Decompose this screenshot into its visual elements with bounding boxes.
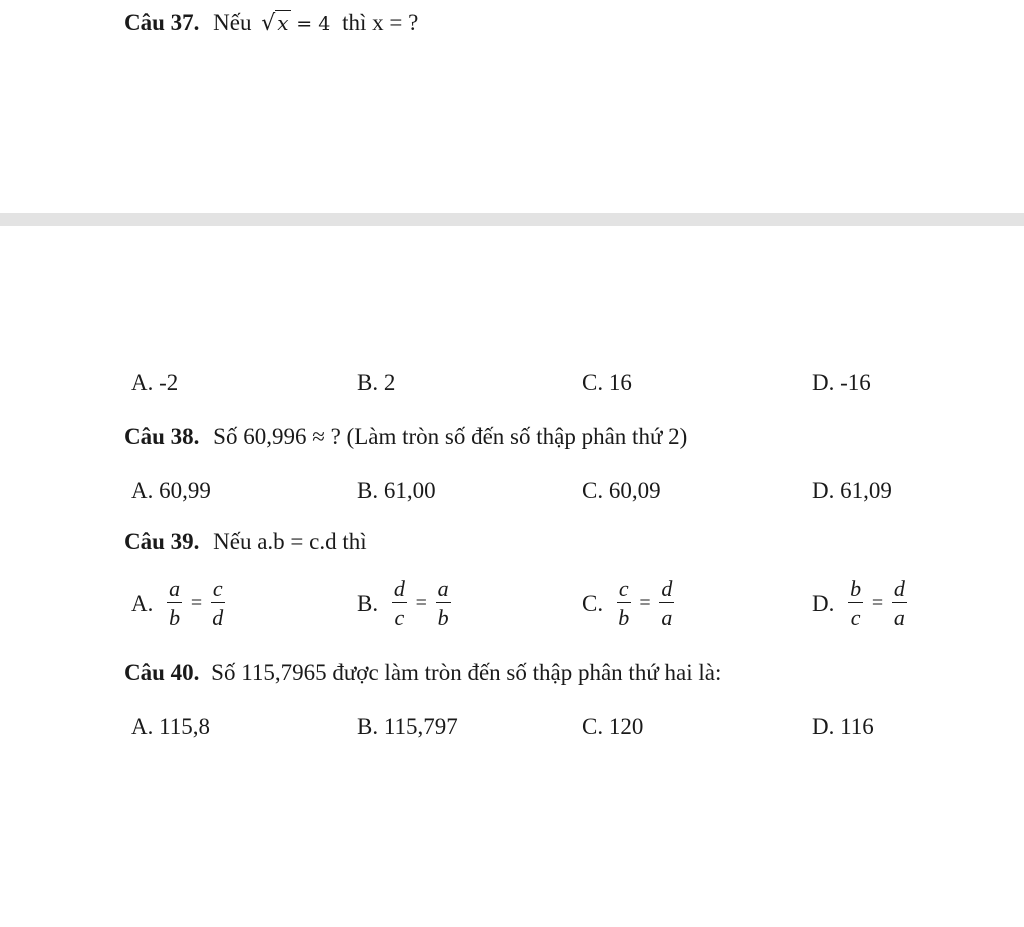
denominator: d [212,605,224,630]
question-39-text [124,529,367,555]
fraction-right [436,578,451,629]
question-number: Câu 40. [124,660,200,685]
page-divider [0,213,1024,226]
denominator: b [618,605,630,630]
fraction-right [211,578,225,629]
fraction-right [659,578,674,629]
denominator: c [850,605,861,630]
numerator: c [212,576,223,601]
question-37-suffix: thì x = ? [342,10,419,35]
question-40-text [124,660,721,686]
option-a[interactable]: A. 60,99 [131,478,211,503]
option-d[interactable]: D. 61,09 [812,478,892,503]
numerator: a [437,576,449,601]
numerator: a [169,576,181,601]
option-b[interactable]: B. 2 [357,370,396,395]
fraction-left [617,578,631,629]
question-38-text [124,424,687,450]
question-37-prefix: Nếu [213,10,252,35]
question-37-text [124,10,418,36]
fraction-left [848,578,863,629]
numerator: c [618,576,629,601]
option-a[interactable]: A. -2 [131,370,179,395]
option-b[interactable]: B. 115,797 [357,714,458,739]
denominator: a [893,605,905,630]
question-38-body: Số 60,996 ≈ ? (Làm tròn số đến số thập phân thứ 2) [213,424,688,449]
option-label: C. [582,590,604,616]
square-root-expression [261,10,290,36]
equals-sign: = [871,592,884,614]
option-b[interactable]: B. 61,00 [357,478,436,503]
question-number: Câu 38. [124,424,200,449]
radical-sign-icon: √ [261,11,276,36]
question-number: Câu 39. [124,529,200,554]
option-c[interactable] [582,578,676,629]
numerator: d [893,576,905,601]
option-a[interactable]: A. 115,8 [131,714,211,739]
numerator: d [393,576,405,601]
option-c[interactable]: C. 16 [582,370,632,395]
fraction-left [392,578,407,629]
option-a[interactable] [131,578,227,629]
option-d[interactable]: D. -16 [812,370,871,395]
option-d[interactable]: D. 116 [812,714,874,739]
option-d[interactable] [812,578,909,629]
question-40-body: Số 115,7965 được làm tròn đến số thập phân thứ hai là: [211,660,722,685]
question-37-equals: = 4 [296,13,331,35]
option-label: A. [131,590,154,616]
option-label: D. [812,590,835,616]
question-number: Câu 37. [124,10,200,35]
equals-sign: = [639,592,651,614]
option-c[interactable]: C. 120 [582,714,644,739]
option-label: B. [357,590,379,616]
question-39-body: Nếu a.b = c.d thì [213,529,367,554]
fraction-left [167,578,182,629]
denominator: c [394,605,405,630]
option-c[interactable]: C. 60,09 [582,478,661,503]
equals-sign: = [190,592,203,614]
numerator: b [850,576,862,601]
equals-sign: = [415,592,427,614]
denominator: a [661,605,673,630]
numerator: d [661,576,673,601]
fraction-right [892,578,907,629]
denominator: b [169,605,181,630]
radicand: x [277,11,289,35]
option-b[interactable] [357,578,453,629]
denominator: b [437,605,449,630]
